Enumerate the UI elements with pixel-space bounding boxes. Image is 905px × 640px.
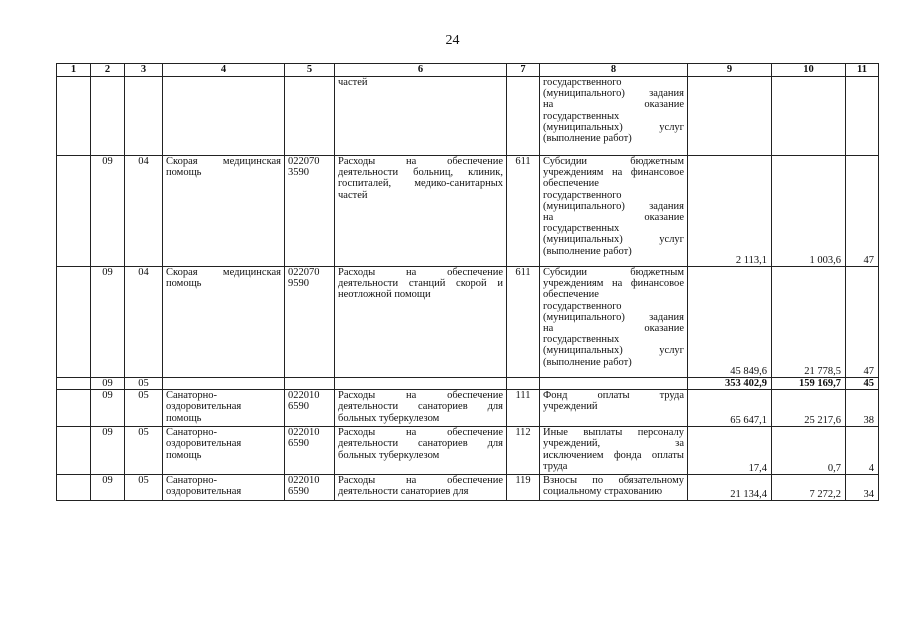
cell-c5 [285,475,335,501]
cell-line: Фонд оплаты труда [543,390,684,402]
cell-c8 [540,156,688,267]
cell-c4 [163,378,285,390]
cell-c11: 45 [846,378,879,390]
cell-c4 [163,427,285,475]
cell-c2: 09 [91,427,125,475]
cell-c1_empty [57,390,91,427]
cell-line: больных туберкулезом [338,412,440,424]
cell-c7 [507,378,540,390]
cell-c2: 09 [91,267,125,378]
col-header: 1 [57,64,91,77]
cell-line: (муниципального) задания [543,88,684,100]
cell-line: помощь [166,449,202,461]
cell-line: 022070 [288,267,320,278]
cell-c4 [163,77,285,156]
cell-line: обеспечение [543,289,599,301]
cell-c11: 4 [846,427,879,475]
cell-line: на оказание [543,99,684,111]
col-header: 6 [335,64,507,77]
header-row [57,64,879,77]
cell-c1_empty [57,156,91,267]
cell-line: (муниципальных) услуг [543,345,684,357]
cell-c11: 38 [846,390,879,427]
cell-line: (муниципального) задания [543,311,684,323]
cell-c2: 09 [91,378,125,390]
cell-c10: 25 217,6 [772,390,846,427]
cell-line: учреждениям на финансовое [543,167,684,179]
cell-line: Иные выплаты персоналу [543,427,684,439]
cell-c8 [540,77,688,156]
page-number: 24 [445,33,460,48]
cell-line: Субсидии бюджетным [543,156,684,167]
cell-line: 9590 [288,278,309,290]
cell-line: государственных [543,334,620,346]
cell-line: обеспечение [543,178,599,190]
cell-c3: 05 [125,378,163,390]
cell-c9: 45 849,6 [688,267,772,378]
cell-line: больных туберкулезом [338,449,440,461]
cell-line: оздоровительная [166,438,242,450]
cell-c1_empty [57,378,91,390]
cell-c6 [335,475,507,501]
cell-line: 022010 [288,475,320,487]
cell-c1_empty [57,77,91,156]
cell-line: оздоровительная [166,486,242,498]
cell-c9: 2 113,1 [688,156,772,267]
cell-c6 [335,77,507,156]
cell-line: помощь [166,412,202,424]
cell-c1_empty [57,267,91,378]
cell-c10: 0,7 [772,427,846,475]
cell-line: 022070 [288,156,320,167]
table-row [57,427,879,475]
col-header: 9 [688,64,772,77]
cell-line: государственных [543,110,620,122]
cell-line: (муниципальных) услуг [543,234,684,246]
cell-c10: 7 272,2 [772,475,846,501]
cell-line: (выполнение работ) [543,356,632,368]
cell-c11: 47 [846,267,879,378]
cell-line: государственного [543,300,622,312]
cell-c8 [540,390,688,427]
table-row [57,77,879,156]
cell-line: 6590 [288,401,309,413]
cell-line: Санаторно- [166,427,217,439]
table-row [57,156,879,267]
cell-c3: 04 [125,267,163,378]
cell-c11: 34 [846,475,879,501]
cell-line: (муниципального) задания [543,200,684,212]
cell-line: 3590 [288,167,309,179]
col-header: 7 [507,64,540,77]
cell-line: учреждениям на финансовое [543,278,684,290]
cell-line: (выполнение работ) [543,245,632,257]
budget-table [56,63,879,501]
cell-c6 [335,156,507,267]
cell-line: социальному страхованию [543,486,663,498]
cell-c7: 111 [507,390,540,427]
col-header: 4 [163,64,285,77]
table-row [57,390,879,427]
cell-line: труда [543,460,568,472]
cell-c1_empty [57,475,91,501]
cell-line: госпиталей, медико-санитарных [338,178,503,190]
cell-line: Взносы по обязательному [543,475,684,487]
cell-line: учреждений [543,401,598,413]
cell-c7: 112 [507,427,540,475]
table-row [57,378,879,390]
cell-c7: 119 [507,475,540,501]
cell-line: 6590 [288,438,309,450]
cell-c10: 159 169,7 [772,378,846,390]
cell-line: частей [338,77,368,88]
cell-line: государственного [543,77,622,88]
cell-c4 [163,475,285,501]
cell-c8 [540,475,688,501]
cell-c1_empty [57,427,91,475]
cell-line: помощь [166,167,202,179]
cell-c4 [163,267,285,378]
cell-c9: 353 402,9 [688,378,772,390]
cell-line: деятельности санаториев для [338,401,503,413]
cell-line: исключением фонда оплаты [543,449,684,461]
col-header: 8 [540,64,688,77]
cell-line: на оказание [543,212,684,224]
cell-c9: 65 647,1 [688,390,772,427]
cell-line: Скорая медицинская [166,156,281,167]
cell-line: на оказание [543,323,684,335]
table-row [57,475,879,501]
cell-c6 [335,390,507,427]
cell-line: деятельности станций скорой и [338,278,503,290]
cell-c8 [540,427,688,475]
cell-c3: 04 [125,156,163,267]
cell-c5 [285,427,335,475]
cell-c6 [335,427,507,475]
cell-line: государственного [543,189,622,201]
col-header: 2 [91,64,125,77]
cell-c2 [91,77,125,156]
cell-line: частей [338,189,368,201]
cell-c10: 21 778,5 [772,267,846,378]
cell-c9: 17,4 [688,427,772,475]
cell-c10 [772,77,846,156]
cell-line: Расходы на обеспечение [338,427,503,439]
cell-line: помощь [166,278,202,290]
cell-c5 [285,267,335,378]
cell-line: 022010 [288,427,320,439]
cell-c9: 21 134,4 [688,475,772,501]
cell-c6 [335,378,507,390]
cell-line: 6590 [288,486,309,498]
table-row [57,267,879,378]
cell-line: Санаторно- [166,475,217,487]
cell-line: Расходы на обеспечение [338,390,503,402]
cell-c5 [285,378,335,390]
cell-line: неотложной помощи [338,289,431,301]
cell-line: Расходы на обеспечение [338,475,503,487]
cell-c2: 09 [91,475,125,501]
col-header: 10 [772,64,846,77]
cell-c10: 1 003,6 [772,156,846,267]
cell-line: 022010 [288,390,320,402]
cell-c9 [688,77,772,156]
cell-line: деятельности санаториев для [338,438,503,450]
cell-c8 [540,267,688,378]
cell-c2: 09 [91,390,125,427]
cell-c7: 611 [507,156,540,267]
cell-line: (выполнение работ) [543,133,632,145]
cell-c7: 611 [507,267,540,378]
cell-line: государственных [543,223,620,235]
cell-c5 [285,156,335,267]
cell-line: Расходы на обеспечение [338,156,503,167]
cell-c5 [285,77,335,156]
cell-c7 [507,77,540,156]
cell-line: Субсидии бюджетным [543,267,684,278]
cell-c3 [125,77,163,156]
cell-c3: 05 [125,475,163,501]
cell-c11 [846,77,879,156]
cell-line: деятельности больниц, клиник, [338,167,503,179]
cell-line: учреждений, за [543,438,684,450]
cell-c6 [335,267,507,378]
cell-line: (муниципальных) услуг [543,121,684,133]
col-header: 5 [285,64,335,77]
cell-c4 [163,390,285,427]
col-header: 3 [125,64,163,77]
cell-c3: 05 [125,427,163,475]
cell-line: оздоровительная [166,401,242,413]
cell-c2: 09 [91,156,125,267]
cell-c4 [163,156,285,267]
cell-line: деятельности санаториев для [338,486,469,498]
cell-line: Санаторно- [166,390,217,402]
cell-c11: 47 [846,156,879,267]
cell-c3: 05 [125,390,163,427]
cell-line: Скорая медицинская [166,267,281,278]
col-header: 11 [846,64,879,77]
cell-line: Расходы на обеспечение [338,267,503,278]
cell-c5 [285,390,335,427]
cell-c8 [540,378,688,390]
